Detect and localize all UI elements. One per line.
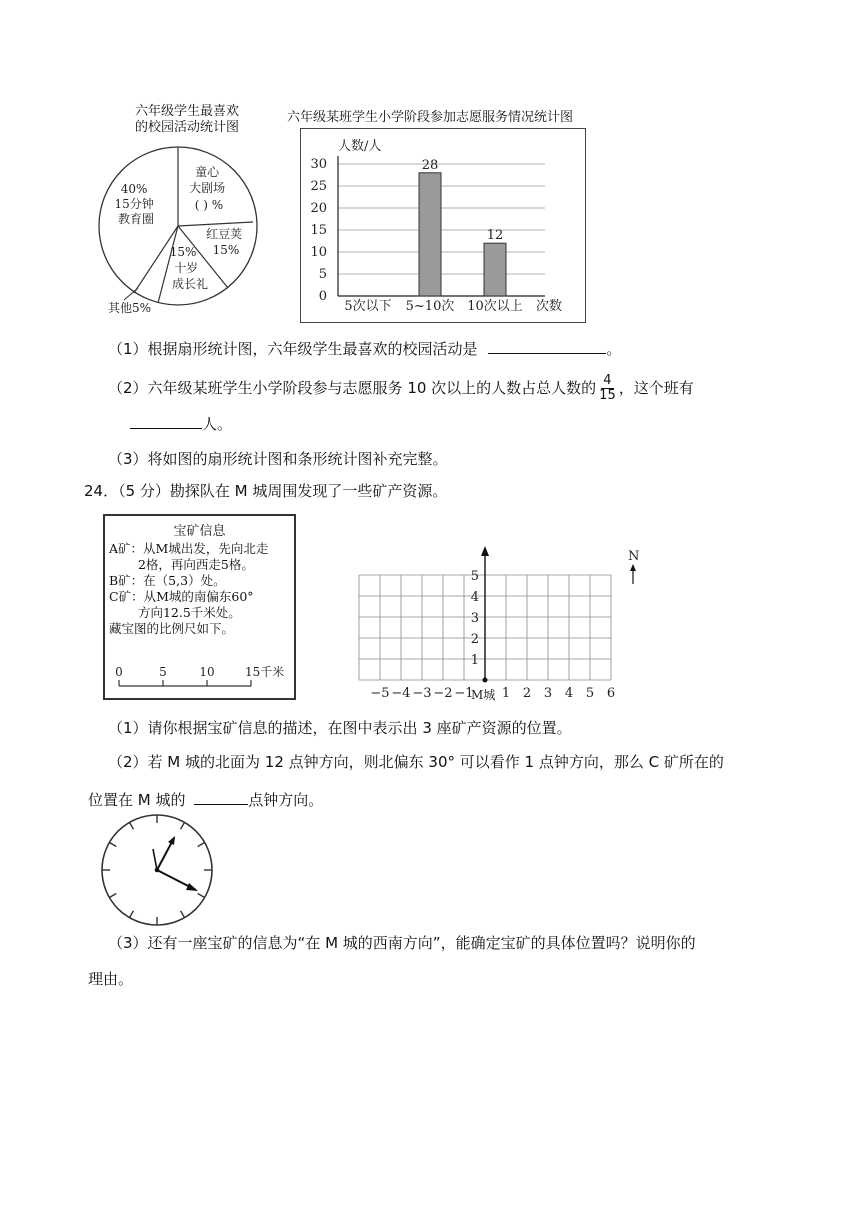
- x-grid-label: −1: [454, 686, 474, 701]
- y-grid-label: 5: [470, 569, 479, 584]
- x-tick-label: 5~10次: [405, 299, 455, 314]
- clock-face: [100, 812, 216, 928]
- mine-info-title: 宝矿信息: [173, 524, 226, 539]
- bar-chart-title: 六年级某班学生小学阶段参加志愿服务情况统计图: [287, 110, 574, 125]
- fraction-numerator: 4: [603, 373, 612, 388]
- q23-part2-line2: [130, 412, 232, 435]
- q23-part2: [108, 374, 694, 403]
- scale-label: 5: [159, 665, 167, 679]
- bar-value-label: 12: [486, 228, 504, 244]
- q23-part2-text-a: （2）六年级某班学生小学阶段参与志愿服务 10 次以上的人数占总人数的: [108, 379, 597, 397]
- fraction-denominator: 15: [599, 388, 616, 403]
- q23-part3: （3）将如图的扇形统计图和条形统计图补充完整。: [108, 450, 448, 468]
- y-grid-label: 4: [470, 590, 479, 605]
- bar-chart: [300, 128, 590, 324]
- x-grid-label: −4: [391, 686, 411, 701]
- pie-chart-title: [112, 104, 262, 136]
- q23-part2-answer-blank[interactable]: [130, 412, 202, 429]
- x-tick-label: 10次以上: [467, 299, 523, 314]
- x-grid-label: 2: [522, 686, 532, 701]
- y-tick-label: 30: [310, 157, 327, 172]
- pie-title-line2: 的校园活动统计图: [134, 120, 239, 135]
- scale-label: 10: [199, 665, 215, 679]
- x-grid-label: 3: [543, 686, 553, 701]
- pie-slice-label: 童心 大剧场 ( ) %: [189, 165, 226, 212]
- north-arrowhead-icon: [630, 564, 636, 571]
- y-tick-label: 0: [318, 289, 327, 304]
- pie-slice-label: 其他5%: [108, 301, 152, 315]
- q24-part2-text-b: 位置在 M 城的: [88, 791, 186, 809]
- q24-header: 24．（5 分）勘探队在 M 城周围发现了一些矿产资源。: [84, 482, 448, 500]
- scale-label: 15千米: [245, 665, 285, 679]
- q23-part1-text: （1）根据扇形统计图，六年级学生最喜欢的校园活动是: [108, 340, 478, 358]
- mine-info-line: 方向12.5千米处。: [109, 605, 241, 620]
- y-tick-label: 20: [310, 201, 327, 216]
- q24-part2-line2: [88, 788, 323, 811]
- bar-value-label: 28: [421, 157, 439, 173]
- y-grid-label: 3: [470, 611, 479, 626]
- q24-part3: （3）还有一座宝矿的信息为“在 M 城的西南方向”，能确定宝矿的具体位置吗？说明你的: [108, 934, 696, 952]
- x-grid-label: 6: [606, 686, 616, 701]
- q23-part2-text-b: ，这个班有: [618, 379, 694, 397]
- mine-info-lines: [105, 541, 294, 637]
- x-grid-label: −2: [433, 686, 453, 701]
- x-grid-label: −3: [412, 686, 432, 701]
- coordinate-grid[interactable]: [330, 540, 650, 710]
- scale-bar: [109, 662, 293, 698]
- pie-title-line1: 六年级学生最喜欢: [134, 104, 239, 119]
- scale-label: 0: [115, 665, 123, 679]
- y-axis-label: 人数/人: [338, 139, 382, 154]
- q24-part1: （1）请你根据宝矿信息的描述，在图中表示出 3 座矿产资源的位置。: [108, 719, 572, 737]
- bar: [419, 173, 441, 296]
- x-grid-label: 5: [585, 686, 595, 701]
- q24-part2-text-c: 点钟方向。: [248, 791, 324, 809]
- q23-fraction: [597, 374, 618, 403]
- x-grid-label: 1: [501, 686, 511, 701]
- x-tick-label: 5次以下: [344, 299, 392, 314]
- q23-part1-end: 。: [606, 340, 622, 358]
- x-grid-label: 4: [564, 686, 574, 701]
- q24-part3-line2: 理由。: [88, 970, 134, 988]
- y-tick-label: 5: [318, 267, 327, 282]
- y-tick-label: 25: [310, 179, 327, 194]
- y-grid-label: 2: [470, 632, 479, 647]
- pie-slice-label: 红豆荚 15%: [206, 227, 243, 257]
- mine-info-box: [103, 514, 296, 700]
- bar: [484, 243, 506, 296]
- mine-info-line: B矿：在（5,3）处。: [109, 573, 226, 588]
- pie-chart: [98, 138, 263, 318]
- q23-part2-text-c: 人。: [202, 415, 233, 433]
- y-tick-label: 10: [310, 245, 327, 260]
- q24-part2-answer-blank[interactable]: [194, 788, 248, 805]
- q24-part2: （2）若 M 城的北面为 12 点钟方向，则北偏东 30° 可以看作 1 点钟方向，那么 C 矿所在的: [108, 753, 724, 771]
- pie-slice-label: 15% 十岁 成长礼: [169, 245, 209, 291]
- q23-part1: [108, 337, 621, 360]
- y-tick-label: 15: [310, 223, 327, 238]
- x-grid-label: −5: [370, 686, 390, 701]
- north-label: N: [628, 549, 640, 564]
- origin-label: M城: [471, 688, 496, 702]
- q23-part1-answer-blank[interactable]: [488, 337, 606, 354]
- y-grid-label: 1: [470, 653, 479, 668]
- pie-slice-label: 40% 15分钟 教育圈: [114, 182, 155, 226]
- mine-info-line: C矿：从M城的南偏东60°: [109, 589, 254, 604]
- mine-info-line: 藏宝图的比例尺如下。: [109, 621, 235, 636]
- mine-info-line: 2格，再向西走5格。: [109, 557, 254, 572]
- x-axis-label: 次数: [536, 299, 563, 314]
- mine-info-line: A矿：从M城出发，先向北走: [109, 541, 269, 556]
